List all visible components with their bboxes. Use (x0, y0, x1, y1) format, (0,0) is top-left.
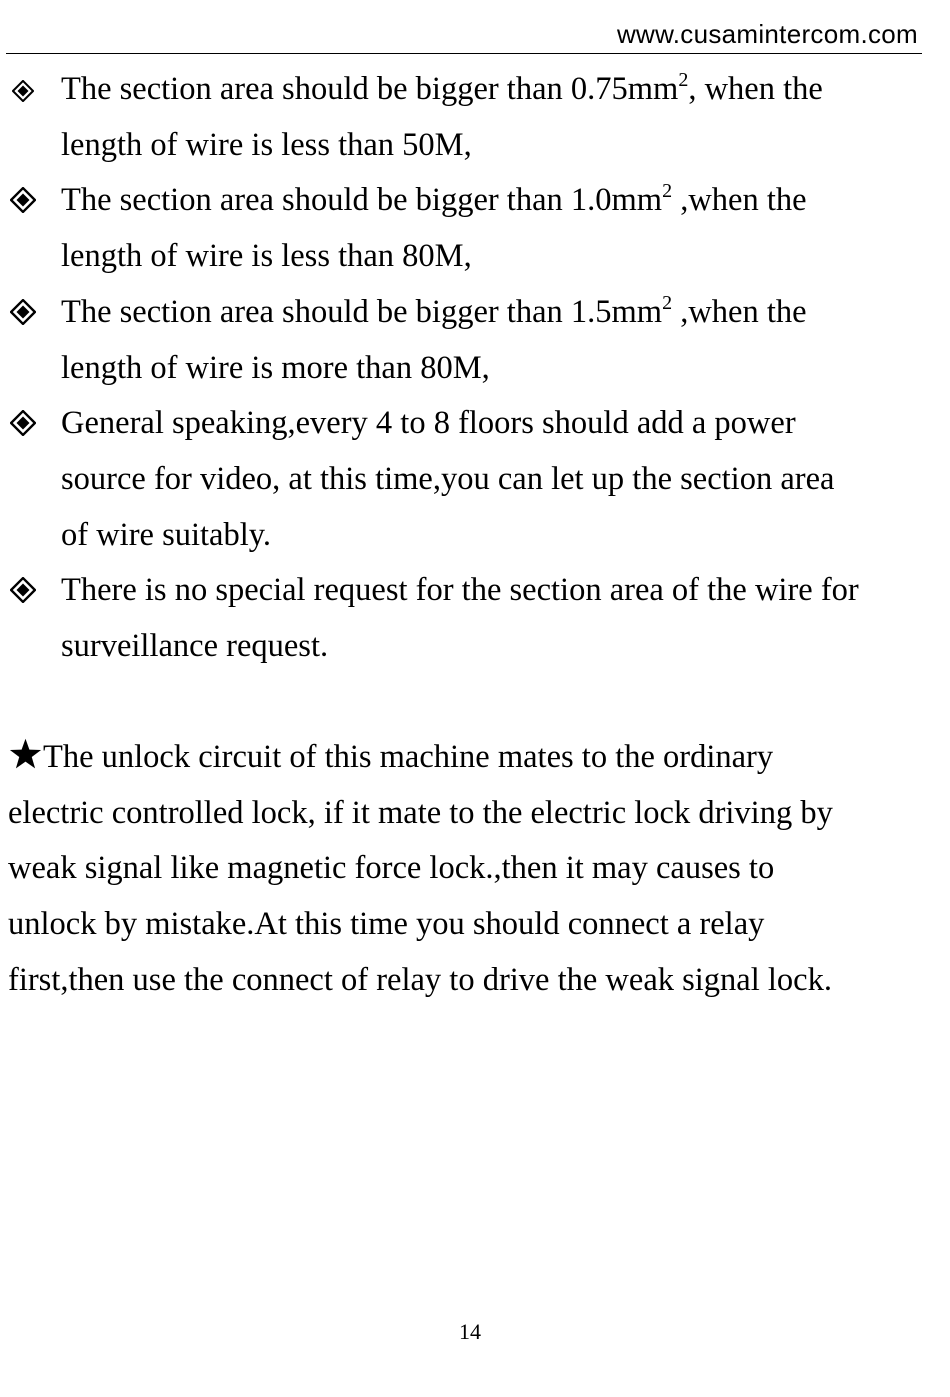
list-item-line: General speaking,every 4 to 8 floors should add a power (61, 405, 796, 442)
list-item-line: The section area should be bigger than $1.0mm^2$ ,when the (61, 180, 807, 219)
note-line: weak signal like magnetic force lock.,then it may causes to (8, 850, 775, 887)
star-icon (8, 738, 43, 770)
page-number: 14 (459, 1319, 481, 1344)
note-line: electric controlled lock, if it mate to the electric lock driving by (8, 794, 833, 831)
diamond-bullet-icon (10, 187, 36, 213)
list-item-line: There is no special request for the section area of the wire for (61, 572, 859, 609)
superscript: 2 (678, 69, 689, 91)
list-item-line: The section area should be bigger than $1.5mm^2$ ,when the (61, 291, 807, 330)
list-item-line: The section area should be bigger than $0.75mm^2$, when the (61, 69, 823, 107)
list-item (0, 563, 950, 674)
list-item-line: length of wire is less than 80M, (61, 238, 472, 275)
diamond-bullet-icon (10, 410, 36, 436)
list-item (0, 173, 950, 284)
list-item (0, 285, 950, 396)
list-item (0, 396, 950, 563)
superscript: 2 (662, 180, 673, 203)
list-item-line: surveillance request. (61, 628, 329, 665)
header-divider (6, 53, 922, 54)
list-item-line: source for video, at this time,you can let up the section area (61, 460, 835, 497)
wire-spec-list (0, 62, 950, 675)
list-item (0, 62, 950, 173)
note-line: first,then use the connect of relay to drive the weak signal lock. (8, 961, 832, 998)
unlock-circuit-note (8, 730, 938, 1009)
header-url: www.cusamintercom.com (616, 19, 918, 49)
list-item-line: of wire suitably. (61, 516, 271, 553)
diamond-bullet-icon (10, 299, 36, 325)
diamond-bullet-icon (10, 577, 36, 603)
diamond-bullet-icon (12, 80, 34, 102)
superscript: 2 (662, 291, 673, 314)
note-line: unlock by mistake.At this time you should connect a relay (8, 906, 765, 943)
note-line: The unlock circuit of this machine mates to the ordinary (8, 730, 938, 786)
list-item-line: length of wire is less than 50M, (61, 126, 472, 163)
list-item-line: length of wire is more than 80M, (61, 349, 490, 386)
